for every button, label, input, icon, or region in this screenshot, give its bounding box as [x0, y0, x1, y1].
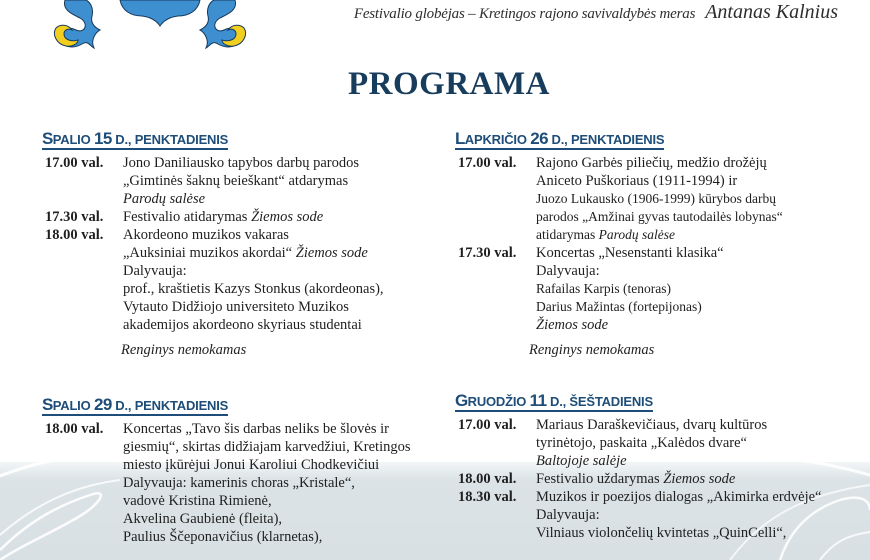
event-time: 18.00 val.: [458, 471, 517, 487]
event-text: Darius Mažintas (fortepijonas): [536, 299, 702, 314]
event-line: [123, 262, 442, 280]
event-time: 18.00 val.: [45, 227, 104, 243]
event-text: Paulius Ščeponavičius (klarnetas),: [123, 529, 323, 545]
festival-patron: [310, 1, 860, 27]
day-heading-initial: L: [455, 129, 465, 148]
program-column-left: [42, 130, 442, 546]
program-column-right: [455, 130, 865, 542]
event-text: Koncertas „Nesenstanti klasika“: [536, 245, 724, 261]
event-time: 17.30 val.: [458, 245, 517, 261]
event-text: Rajono Garbės piliečių, medžio drožėjų: [536, 155, 767, 171]
day-heading-number: 15: [93, 129, 112, 148]
event-description: [536, 470, 865, 488]
event-line: [536, 524, 865, 542]
event-venue: Žiemos sode: [663, 471, 736, 487]
event-time: 18.30 val.: [458, 489, 517, 505]
event-line: [536, 452, 865, 470]
program-event: [42, 154, 442, 208]
day-section: [42, 396, 442, 546]
program-event: [42, 226, 442, 334]
event-description: [123, 154, 442, 208]
patron-label: Festivalio globėjas – Kretingos rajono savivaldybės meras: [353, 6, 696, 22]
event-text: Vytauto Didžiojo universiteto Muzikos: [123, 299, 349, 315]
event-text: Aniceto Puškoriaus (1911-1994) ir: [536, 173, 738, 189]
event-description: [123, 208, 442, 226]
event-line: [536, 506, 865, 524]
event-line: [123, 226, 442, 244]
event-description: [536, 244, 865, 334]
event-line: [536, 298, 865, 316]
event-text: Akvelina Gaubienė (fleita),: [123, 511, 283, 527]
event-text: Mariaus Daraškevičiaus, dvarų kultūros: [536, 417, 768, 433]
event-text: Vilniaus violončelių kvintetas „QuinCelli“,: [536, 525, 787, 541]
day-heading-number: 26: [530, 129, 549, 148]
day-heading-weekday: D., PENKTADIENIS: [115, 132, 229, 147]
day-heading-initial: G: [455, 391, 468, 410]
event-line: [123, 438, 442, 456]
event-description: [123, 420, 442, 546]
day-heading: [42, 396, 228, 416]
event-line: [536, 226, 865, 244]
event-line: [536, 470, 865, 488]
event-line: [536, 416, 865, 434]
patron-name: Antanas Kalnius: [705, 1, 838, 23]
event-line: [123, 510, 442, 528]
event-text: Žiemos sode: [536, 317, 609, 333]
event-text: Muzikos ir poezijos dialogas „Akimirka erdvėje“: [536, 489, 822, 505]
event-time: 17.00 val.: [458, 155, 517, 171]
program-event: [455, 154, 865, 244]
event-text: Koncertas „Tavo šis darbas neliks be šlovės ir: [123, 421, 389, 437]
day-heading-month: RUODŽIO: [467, 394, 527, 409]
event-venue: Žiemos sode: [251, 209, 324, 225]
event-text: miesto įkūrėjui Jonui Karoliui Chodkevičiui: [123, 457, 380, 473]
day-heading: [455, 130, 664, 150]
event-line: [123, 420, 442, 438]
event-line: [536, 244, 865, 262]
event-text: Dalyvauja: kamerinis choras „Kristale“,: [123, 475, 355, 491]
day-heading-initial: S: [42, 129, 53, 148]
event-time: 17.30 val.: [45, 209, 104, 225]
event-description: [536, 488, 865, 542]
event-line: [536, 190, 865, 208]
day-heading-weekday: D., PENKTADIENIS: [551, 132, 665, 147]
event-description: [536, 154, 865, 244]
event-line: [536, 208, 865, 226]
event-text: „Gimtinės šaknų beieškant“ atdarymas: [123, 173, 349, 189]
day-heading-number: 29: [93, 395, 112, 414]
day-section: [42, 130, 442, 396]
event-time: 17.00 val.: [458, 417, 517, 433]
program-event: [455, 470, 865, 488]
event-description: [123, 226, 442, 334]
day-heading-weekday: D., ŠEŠTADIENIS: [550, 394, 653, 409]
event-line: [123, 172, 442, 190]
event-line: [123, 528, 442, 546]
event-text: parodos „Amžinai gyvas tautodailės lobynas“: [536, 209, 783, 224]
day-section: [455, 392, 865, 542]
program-event: [455, 244, 865, 334]
event-description: [536, 416, 865, 470]
event-line: [536, 316, 865, 334]
event-text: Dalyvauja:: [536, 263, 600, 279]
day-section: [455, 130, 865, 392]
program-event: [455, 488, 865, 542]
event-text: Baltojoje salėje: [536, 453, 627, 469]
event-text: atidarymas: [536, 227, 599, 242]
event-text: giesmių“, skirtas didžiajam karvedžiui, Kretingos: [123, 439, 411, 455]
day-heading: [42, 130, 228, 150]
event-line: [123, 474, 442, 492]
day-heading: [455, 392, 653, 412]
event-text: Juozo Lukausko (1906-1999) kūrybos darbų: [536, 191, 776, 206]
event-text: Festivalio uždarymas: [536, 471, 664, 487]
day-heading-month: PALIO: [52, 398, 91, 413]
event-line: [123, 190, 442, 208]
event-line: [123, 280, 442, 298]
event-time: 18.00 val.: [45, 421, 104, 437]
event-line: [123, 298, 442, 316]
program-event: [42, 420, 442, 546]
event-line: [536, 280, 865, 298]
event-line: [536, 172, 865, 190]
event-line: [536, 434, 865, 452]
event-line: [123, 456, 442, 474]
event-line: [536, 154, 865, 172]
program-event: [455, 416, 865, 470]
event-text: Festivalio atidarymas: [123, 209, 252, 225]
event-time: 17.00 val.: [45, 155, 104, 171]
event-line: [123, 492, 442, 510]
day-heading-month: APKRIČIO: [464, 132, 527, 147]
event-text: Akordeono muzikos vakaras: [123, 227, 289, 243]
day-heading-number: 11: [529, 391, 547, 410]
event-text: Dalyvauja:: [536, 507, 600, 523]
event-text: „Auksiniai muzikos akordai“: [123, 245, 296, 261]
event-text: tyrinėtojo, paskaita „Kalėdos dvare“: [536, 435, 747, 451]
event-text: Parodų salėse: [123, 191, 206, 207]
coat-of-arms-ornament-icon: [50, 0, 250, 52]
event-line: [123, 244, 442, 262]
day-heading-month: PALIO: [52, 132, 91, 147]
day-heading-initial: S: [42, 395, 53, 414]
event-text: Rafailas Karpis (tenoras): [536, 281, 671, 296]
page-title: PROGRAMA: [348, 66, 550, 102]
event-venue: Žiemos sode: [295, 245, 368, 261]
event-text: Jono Daniliausko tapybos darbų parodos: [123, 155, 359, 171]
free-entry-note: Renginys nemokamas: [529, 342, 655, 358]
event-line: [536, 488, 865, 506]
event-text: vadovė Kristina Rimienė,: [123, 493, 272, 509]
event-venue: Parodų salėse: [598, 227, 675, 242]
day-heading-weekday: D., PENKTADIENIS: [115, 398, 229, 413]
event-text: akademijos akordeono skyriaus studentai: [123, 317, 362, 333]
program-event: [42, 208, 442, 226]
event-text: Dalyvauja:: [123, 263, 187, 279]
event-line: [536, 262, 865, 280]
event-line: [123, 316, 442, 334]
event-text: prof., kraštietis Kazys Stonkus (akordeonas),: [123, 281, 384, 297]
free-entry-note: Renginys nemokamas: [121, 342, 247, 358]
event-line: [123, 154, 442, 172]
event-line: [123, 208, 442, 226]
